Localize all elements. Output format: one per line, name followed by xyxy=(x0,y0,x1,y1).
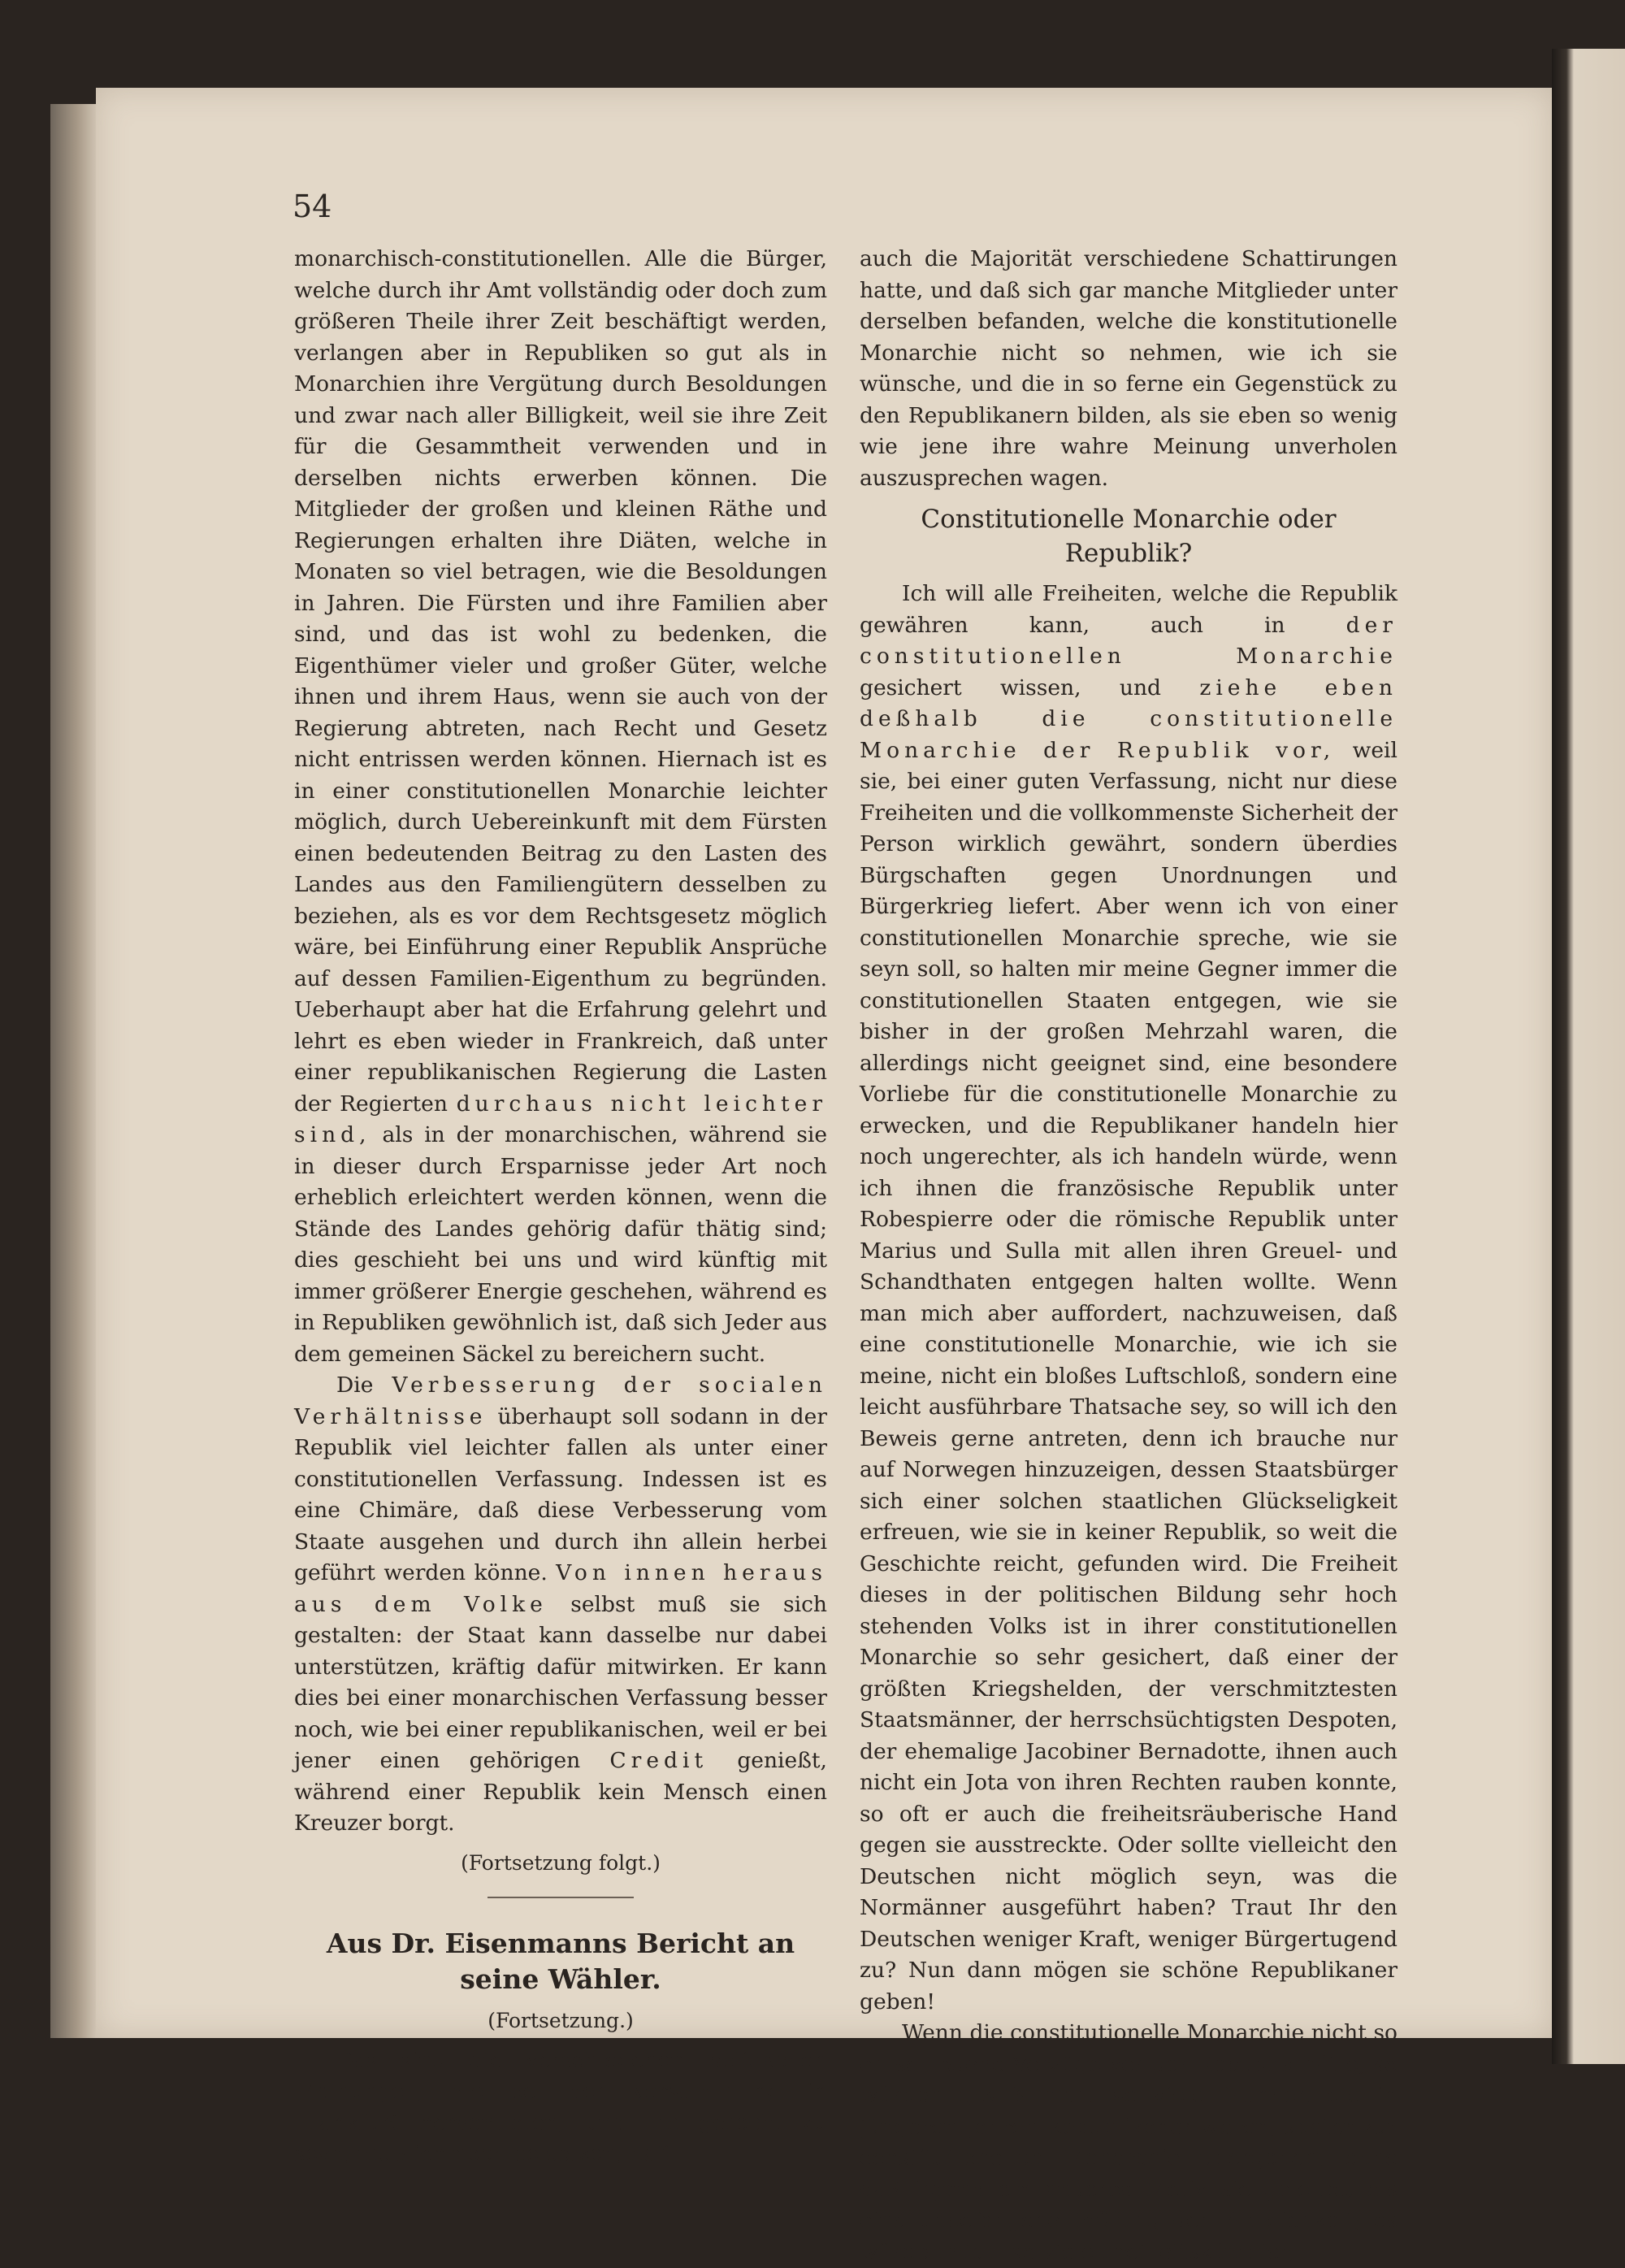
emphasis-text: Von innen heraus aus dem Volke xyxy=(294,1560,827,1617)
paragraph: Die Verbesserung der socialen Verhältnisse überhaupt soll sodann in der Republik viel leichter fallen als unter einer constitutionellen Verfassung. Indessen ist es eine Chimäre, daß diese Verbesserung vom Staate ausgehen und durch ihn allein herbei geführt werden könne. Von innen heraus aus dem Volke selbst muß sie sich gestalten: der Staat kann dasselbe nur dabei unterstützen, kräftig dafür mitwirken. Er kann dies bei einer monarchischen Verfassung besser noch, wie bei einer republikanischen, weil er bei jener einen gehörigen Credit genießt, während einer Republik kein Mensch einen Kreuzer borgt. xyxy=(294,1373,827,1836)
emphasis-text: ziehe eben deßhalb die constitutionelle Monarchie der Republik vor, xyxy=(860,674,1398,763)
facing-page-edge xyxy=(1552,49,1625,2064)
paragraph: monarchisch-constitutionellen. Alle die Bürger, welche durch ihr Amt vollständig oder doch zum größeren Theile ihrer Zeit beschäftigt werden, verlangen aber in Republiken so gut als in Monarchien ihre Vergütung durch Besoldungen und zwar nach aller Billigkeit, weil sie ihre Zeit für die Gesammtheit verwenden und in derselben nichts erwerben können. Die Mitglieder der großen und kleinen Räthe und Regierungen erhalten ihre Diäten, welche in Monaten so viel betragen, wie die Besoldungen in Jahren. Die Fürsten und ihre Familien aber sind, und das ist wohl zu bedenken, die Eigenthümer vieler und großer Güter, welche ihnen und ihrem Haus, wenn sie auch von der Regierung abtreten, nach Recht und Gesetz nicht entrissen werden können. Hiernach ist es in einer constitutionellen Monarchie leichter möglich, durch Uebereinkunft mit dem Fürsten einen bedeutenden Beitrag zu den Lasten des Landes aus den Familiengütern desselben zu beziehen, als es vor dem Rechtsgesetz möglich wäre, bei Einführung einer Republik Ansprüche auf dessen Familien-Eigenthum zu begründen. Ueberhaupt aber hat die Erfahrung gelehrt und lehrt es eben wieder in Frankreich, daß unter einer republikanischen Regierung die Lasten der Regierten durchaus nicht leichter sind, als in der monarchischen, während sie in dieser durch Ersparnisse jeder Art noch erheblich erleichtert werden können, wenn die Stände des Landes gehörig dafür thätig sind; dies geschieht bei uns und wird künftig mit immer größerer Energie geschehen, während es in Republiken gewöhnlich ist, daß sich Jeder aus dem gemeinen Säckel zu bereichern sucht. xyxy=(294,246,827,1367)
emphasis-text: der constitutionellen Monarchie xyxy=(860,612,1398,669)
article-subtitle: (Fortsetzung.) xyxy=(488,2009,634,2032)
right-column xyxy=(860,244,1398,2268)
page-edge-left xyxy=(50,104,96,2038)
page-number: 54 xyxy=(292,189,332,224)
emphasis-text: Verbesserung der socialen Verhältnisse xyxy=(294,1373,827,1429)
emphasis-text: durchaus nicht leichter sind, xyxy=(294,1091,827,1147)
paragraph: auch die Majorität verschiedene Schattirungen hatte, und daß sich gar manche Mitglieder unter derselben befanden, welche die konstitutionelle Monarchie nicht so nehmen, wie ich sie wünsche, und die in so ferne ein Gegenstück zu den Republikanern bilden, als sie eben so wenig wie jene ihre wahre Meinung unverholen auszusprechen wagen. xyxy=(860,246,1398,491)
section-title: Constitutionelle Monarchie oder Republik? xyxy=(921,505,1337,568)
paragraph: Ich will alle Freiheiten, welche die Republik gewähren kann, auch in der constitutionellen Monarchie gesichert wissen, und ziehe eben deßhalb die constitutionelle Monarchie der Republik vor, weil sie, bei einer guten Verfassung, nicht nur diese Freiheiten und die vollkommenste Sicherheit der Person wirklich gewährt, sondern überdies Bürgschaften gegen Unordnungen und Bürgerkrieg liefert. Aber wenn ich von einer constitutionellen Monarchie spreche, wie sie seyn soll, so halten mir meine Gegner immer die constitutionellen Staaten entgegen, wie sie bisher in der großen Mehrzahl waren, die allerdings nicht geeignet sind, eine besondere Vorliebe für die constitutionelle Monarchie zu erwecken, und die Republikaner handeln hier noch ungerechter, als ich handeln würde, wenn ich ihnen die französische Republik unter Robespierre oder die römische Republik unter Marius und Sulla mit allen ihren Greuel- und Schandthaten entgegen halten wollte. Wenn man mich aber auffordert, nachzuweisen, daß eine constitutionelle Monarchie, wie ich sie meine, nicht ein bloßes Luftschloß, sondern eine leicht ausführbare Thatsache sey, so will ich den Beweis gerne antreten, denn ich brauche nur auf Norwegen hinzuzeigen, dessen Staatsbürger sich einer solchen staatlichen Glückseligkeit erfreuen, wie sie in keiner Republik, so weit die Geschichte reicht, gefunden wird. Die Freiheit dieses in der politischen Bildung sehr hoch stehenden Volks ist in ihrer constitutionellen Monarchie so sehr gesichert, daß einer der größten Kriegshelden, der verschmitztesten Staatsmänner, der herrschsüchtigsten Despoten, der ehemalige Jacobiner Bernadotte, ihnen auch nicht ein Jota von ihren Rechten rauben konnte, so oft er auch die freiheitsräuberische Hand gegen sie ausstreckte. Oder sollte vielleicht den Deutschen nicht möglich seyn, was die Normänner ausgeführt haben? Traut Ihr den Deutschen weniger Kraft, weniger Bürgertugend zu? Nun dann mögen sie schöne Republikaner geben! xyxy=(860,581,1398,2014)
continued-note: (Fortsetzung folgt.) xyxy=(461,1850,661,1875)
left-column xyxy=(294,244,827,2170)
paragraph: Wenn die constitutionelle Monarchie nicht so entschiedene Vorzüge vor der Republik hätte, so würden gewiß nicht so viele Männer, die in jüngeren Jahren Republikaner waren, später zur constitutionellen Monarchie übergehen, ohne daß irgend ein anderes Motiv sie geleitet, als eine unbefangene Prüfung der Wirklichkeit; es würden nicht so viele Freiheitskämpfer, xyxy=(860,2020,1398,2265)
paragraph: Das sind die verschiedenen politischen Meinungen, die bei der Versammlung in Frankfurt hervortraten, und um gerecht zu seyn, muß ich noch beisetzen, daß xyxy=(294,2047,827,2166)
article-title: Aus Dr. Eisenmanns Bericht an seine Wähler. xyxy=(326,1928,795,1995)
divider xyxy=(488,1897,634,1898)
emphasis-text: Credit xyxy=(609,1748,708,1773)
